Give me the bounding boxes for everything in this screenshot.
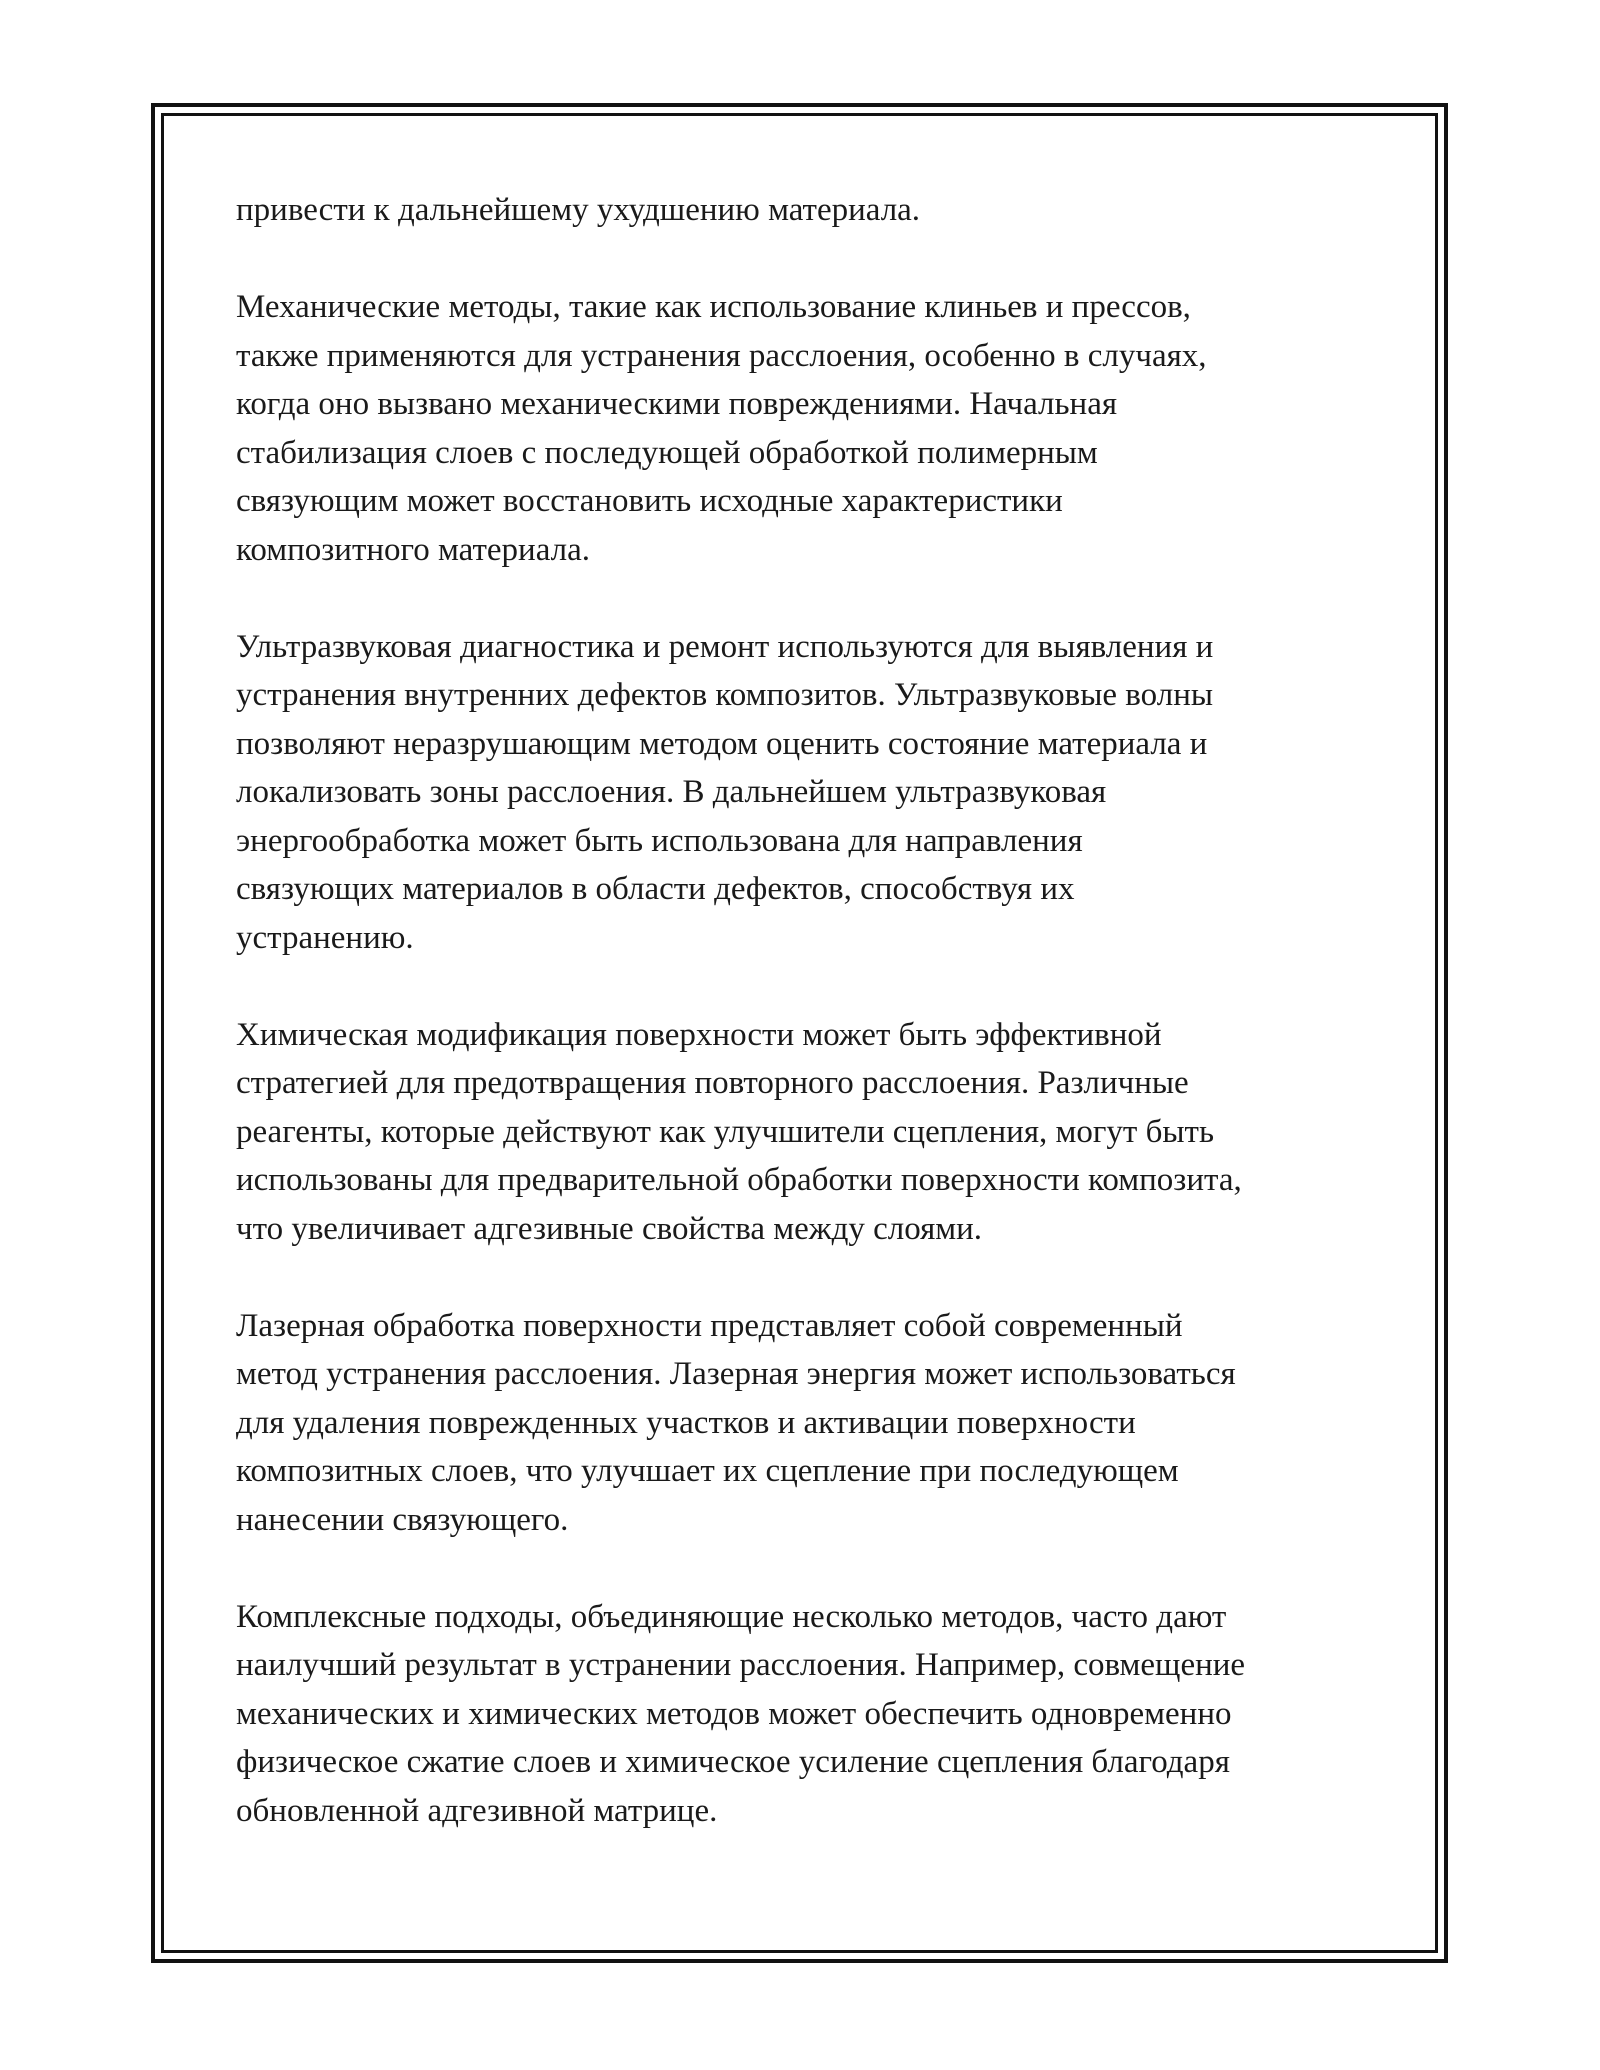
text-line: нанесении связующего.	[236, 1501, 569, 1538]
text-line: для удаления поврежденных участков и активации поверхности	[236, 1404, 1136, 1441]
text-line: использованы для предварительной обработки поверхности композита,	[236, 1162, 1242, 1198]
paragraph	[236, 186, 1366, 235]
text-line: связующим может восстановить исходные характеристики	[236, 483, 1063, 519]
text-line: стратегией для предотвращения повторного расслоения. Различные	[236, 1065, 1189, 1101]
text-line: также применяются для устранения расслоения, особенно в случаях,	[236, 337, 1207, 374]
text-line: композитных слоев, что улучшает их сцепление при последующем	[236, 1453, 1179, 1489]
text-line: композитного материала.	[236, 531, 590, 568]
paragraph	[236, 1011, 1366, 1254]
text-line: механических и химических методов может обеспечить одновременно	[236, 1695, 1232, 1732]
paragraph	[236, 283, 1366, 574]
paragraph	[236, 1302, 1366, 1545]
text-line: устранению.	[236, 919, 414, 956]
text-line: устранения внутренних дефектов композитов. Ультразвуковые волны	[236, 677, 1214, 713]
text-line: энергообработка может быть использована для направления	[236, 822, 1083, 859]
text-line: Ультразвуковая диагностика и ремонт используются для выявления и	[236, 628, 1214, 665]
document-body	[236, 186, 1366, 1884]
text-line: обновленной адгезивной матрице.	[236, 1792, 718, 1829]
text-line: наилучший результат в устранении расслоения. Например, совмещение	[236, 1647, 1246, 1683]
text-line: локализовать зоны расслоения. В дальнейшем ультразвуковая	[236, 774, 1107, 810]
paragraph	[236, 1593, 1366, 1836]
text-line: Химическая модификация поверхности может быть эффективной	[236, 1016, 1162, 1053]
paragraph	[236, 623, 1366, 963]
text-line: стабилизация слоев с последующей обработкой полимерным	[236, 434, 1098, 471]
text-line: что увеличивает адгезивные свойства между слоями.	[236, 1210, 983, 1247]
text-line: привести к дальнейшему ухудшению материала.	[236, 192, 921, 228]
text-line: когда оно вызвано механическими повреждениями. Начальная	[236, 386, 1118, 422]
text-line: Комплексные подходы, объединяющие несколько методов, часто дают	[236, 1598, 1227, 1635]
text-line: реагенты, которые действуют как улучшители сцепления, могут быть	[236, 1113, 1215, 1150]
text-line: физическое сжатие слоев и химическое усиление сцепления благодаря	[236, 1744, 1230, 1780]
text-line: позволяют неразрушающим методом оценить состояние материала и	[236, 725, 1208, 762]
text-line: метод устранения расслоения. Лазерная энергия может использоваться	[236, 1356, 1236, 1392]
text-line: связующих материалов в области дефектов, способствуя их	[236, 871, 1075, 907]
text-line: Механические методы, такие как использование клиньев и прессов,	[236, 289, 1191, 325]
text-line: Лазерная обработка поверхности представляет собой современный	[236, 1307, 1183, 1344]
